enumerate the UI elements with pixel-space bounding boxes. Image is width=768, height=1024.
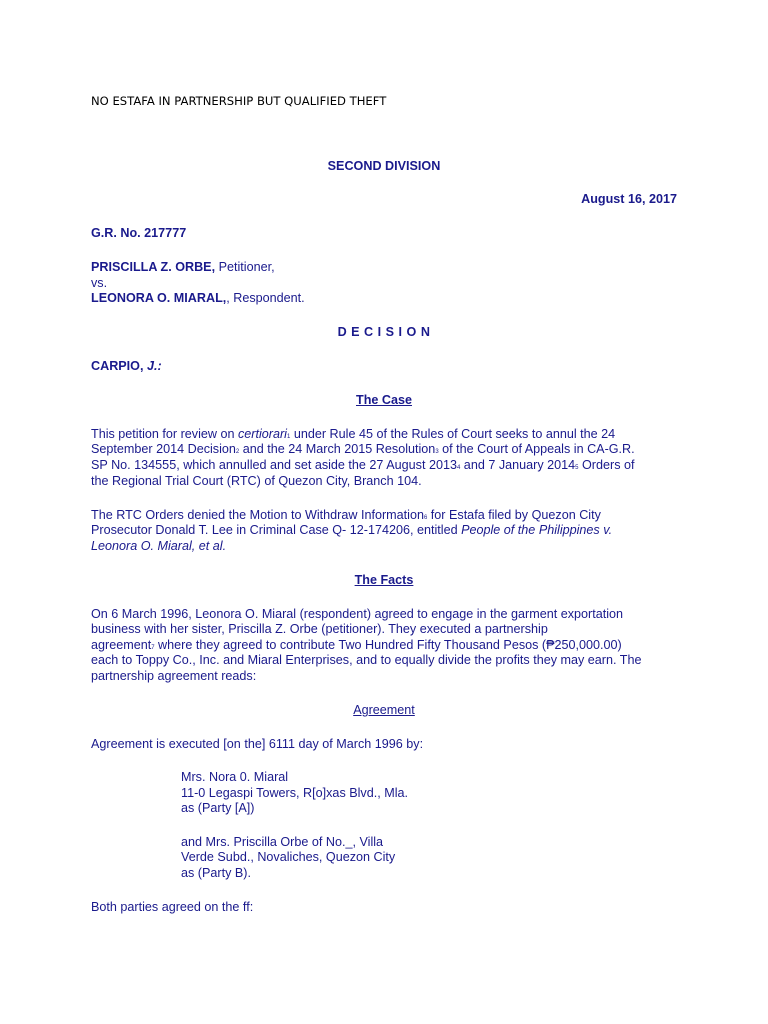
footnote-link[interactable]: 1 [287,434,291,440]
text-span: This petition for review on [91,427,238,441]
italic-span: certiorari [238,427,287,441]
petitioner-line [91,260,275,276]
footnote-link[interactable]: 7 [151,645,155,651]
versus: vs. [91,276,108,290]
text-span: of the Court of Appeals in CA-G.R. [438,442,635,456]
agreement-heading: Agreement [353,703,415,717]
ponente-suffix: J.: [146,359,162,373]
party-b-line: as (Party B). [181,866,251,880]
petitioner-role: Petitioner, [215,260,275,274]
paragraph-line [91,539,226,555]
text-span: under Rule 45 of the Rules of Court seeks to annul the 24 [290,427,616,441]
ponente-name: CARPIO, [91,359,147,373]
party-b-line: Verde Subd., Novaliches, Quezon City [181,850,396,864]
text-span: and the 24 March 2015 Resolution [239,442,436,456]
party-a-line: Mrs. Nora 0. Miaral [181,770,289,784]
paragraph-line [91,523,612,539]
division-heading: SECOND DIVISION [327,159,441,173]
doc-title: NO ESTAFA IN PARTNERSHIP BUT QUALIFIED THEFT [91,94,387,108]
party-a-line: 11-0 Legaspi Towers, R[o]xas Blvd., Mla. [181,786,409,800]
paragraph-line: the Regional Trial Court (RTC) of Quezon City, Branch 104. [91,474,422,488]
footnote-link[interactable]: 5 [575,465,579,471]
paragraph-line: partnership agreement reads: [91,669,257,683]
text-span: for Estafa filed by Quezon City [427,508,601,522]
text-span: where they agreed to contribute Two Hundred Fifty Thousand Pesos (₱250,000.00) [154,638,622,652]
footnote-link[interactable]: 4 [456,465,461,471]
text-span: and 7 January 2014 [460,458,576,472]
respondent-role: , Respondent. [226,291,305,305]
gr-number: G.R. No. 217777 [91,226,187,240]
agreement-intro: Agreement is executed [on the] 6111 day of March 1996 by: [91,737,424,751]
ponente [91,359,162,375]
italic-span: People of the Philippines v. [461,523,613,537]
petitioner-name: PRISCILLA Z. ORBE, [91,260,216,274]
paragraph-line: business with her sister, Priscilla Z. Orbe (petitioner). They executed a partnership [91,622,548,636]
decision-date: August 16, 2017 [581,192,677,206]
footnote-link[interactable]: 3 [435,449,439,455]
paragraph-line: On 6 March 1996, Leonora O. Miaral (respondent) agreed to engage in the garment exportation [91,607,624,621]
text-span: Orders of [578,458,635,472]
italic-span: Leonora O. Miaral, et al. [91,539,227,553]
respondent-name: LEONORA O. MIARAL, [91,291,227,305]
respondent-line [91,291,305,307]
paragraph-line: each to Toppy Co., Inc. and Miaral Enterprises, and to equally divide the profits they may earn. The [91,653,642,667]
text-span: Prosecutor Donald T. Lee in Criminal Case Q- 12-174206, entitled [91,523,462,537]
party-b-line: and Mrs. Priscilla Orbe of No._, Villa [181,835,384,849]
text-span: SP No. 134555, which annulled and set aside the 27 August 2013 [91,458,457,472]
decision-heading: D E C I S I O N [337,325,431,339]
text-span: agreement [91,638,152,652]
text-span: September 2014 Decision [91,442,236,456]
text-span: The RTC Orders denied the Motion to Withdraw Information [91,508,424,522]
closing-line: Both parties agreed on the ff: [91,900,254,914]
section-heading-the-facts: The Facts [354,573,414,587]
footnote-link[interactable]: 2 [235,449,240,455]
party-a-line: as (Party [A]) [181,801,255,815]
footnote-link[interactable]: 6 [423,515,428,521]
section-heading-the-case: The Case [356,393,412,407]
